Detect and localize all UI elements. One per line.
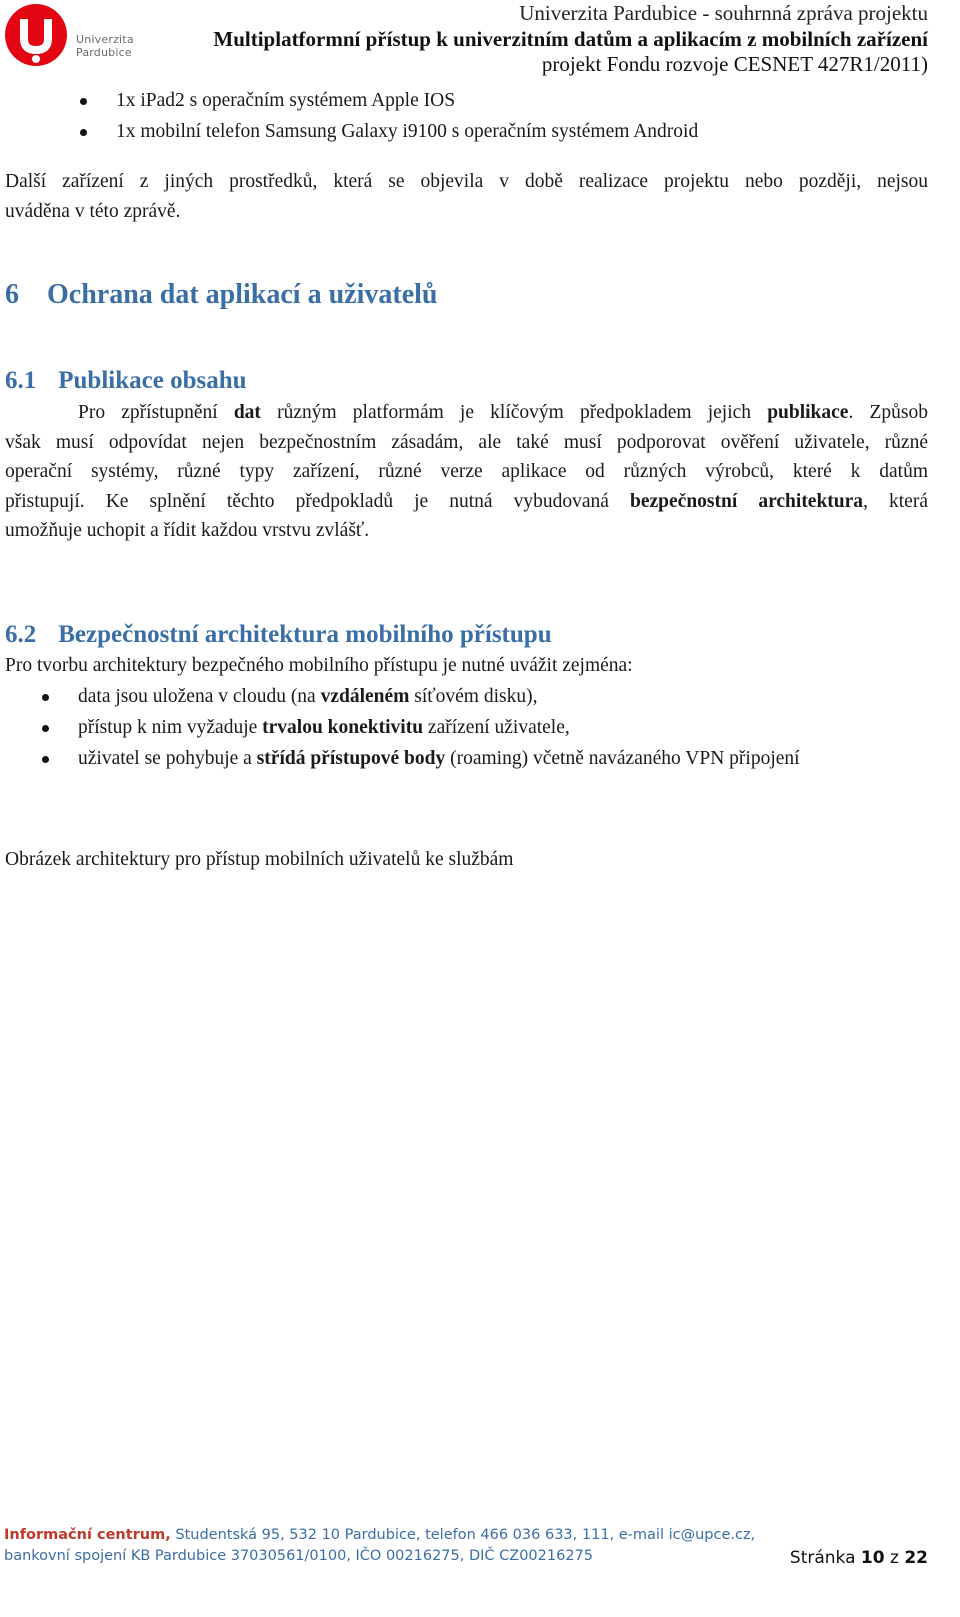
text-bold: publikace <box>767 402 849 423</box>
bullet-icon <box>42 694 49 701</box>
page-mid: z <box>884 1548 905 1568</box>
section-6-1-number: 6.1 <box>5 367 37 394</box>
text: Pro zpřístupnění <box>78 402 234 423</box>
footer-bank: bankovní spojení KB Pardubice 37030561/0100, IČO 00216275, DIČ CZ00216275 <box>4 1548 594 1564</box>
text: přístup k nim vyžaduje <box>78 717 263 738</box>
page-total: 22 <box>904 1548 928 1568</box>
text: přistupují. Ke splnění těchto předpokladů je nutná vybudovaná <box>5 491 631 512</box>
text: různým platformám je klíčovým předpokladem jejich <box>260 402 768 423</box>
bullet-icon <box>80 98 87 105</box>
text: (roaming) včetně navázaného VPN připojení <box>445 748 800 769</box>
footer-contact <box>4 1525 755 1567</box>
text: data jsou uložena v cloudu (na <box>78 686 321 707</box>
text-bold: dat <box>233 402 261 423</box>
architecture-intro: Pro tvorbu architektury bezpečného mobilního přístupu je nutné uvážit zejména: <box>5 655 633 676</box>
text-bold: trvalou konektivitu <box>262 717 424 738</box>
text: zařízení uživatele, <box>423 717 570 738</box>
architecture-item-1 <box>78 682 537 712</box>
bullet-icon <box>80 129 87 136</box>
text: uživatel se pohybuje a <box>78 748 257 769</box>
footer-org: Informační centrum, <box>4 1527 171 1543</box>
logo-line1: Univerzita <box>76 33 134 46</box>
text: síťovém disku), <box>409 686 538 707</box>
section-6-1-title: Publikace obsahu <box>58 367 247 394</box>
page-prefix: Stránka <box>789 1548 861 1568</box>
section-6-title: Ochrana dat aplikací a uživatelů <box>47 279 438 310</box>
publikace-line5: umožňuje uchopit a řídit každou vrstvu zvlášť. <box>5 520 370 541</box>
university-logo <box>4 3 134 67</box>
section-6-2-title: Bezpečnostní architektura mobilního přístupu <box>58 621 552 648</box>
architecture-item-2 <box>78 713 570 743</box>
bullet-icon <box>42 725 49 732</box>
device-item-1: 1x iPad2 s operačním systémem Apple IOS <box>116 90 456 111</box>
section-6-heading <box>5 278 437 312</box>
publikace-line2: však musí odpovídat nejen bezpečnostním zásadám, ale také musí podporovat ověření uživatele, různé <box>5 432 928 453</box>
logo-line2: Pardubice <box>76 46 132 59</box>
header-title-line2: Multiplatformní přístup k univerzitním datům a aplikacím z mobilních zařízení <box>213 27 928 51</box>
text: . Způsob <box>848 402 929 423</box>
text-bold: střídá přístupové body <box>256 748 446 769</box>
device-item-2: 1x mobilní telefon Samsung Galaxy i9100 s operačním systémem Android <box>116 121 699 142</box>
section-6-2-heading <box>5 620 552 650</box>
bullet-icon <box>42 756 49 763</box>
other-devices-line1: Další zařízení z jiných prostředků, která se objevila v době realizace projektu nebo později, nejsou <box>5 171 928 192</box>
page-current: 10 <box>860 1548 885 1568</box>
section-6-number: 6 <box>5 279 19 310</box>
header-title-line3: projekt Fondu rozvoje CESNET 427R1/2011) <box>541 52 928 76</box>
architecture-item-3 <box>78 744 800 774</box>
text: , která <box>863 491 928 512</box>
footer-address: Studentská 95, 532 10 Pardubice, telefon 466 036 633, 111, e-mail ic@upce.cz, <box>170 1527 756 1543</box>
page-number <box>790 1547 928 1569</box>
logo-text <box>76 33 134 59</box>
publikace-line4 <box>5 487 928 517</box>
university-logo-icon <box>4 3 68 67</box>
other-devices-line2: uváděna v této zprávě. <box>5 201 181 222</box>
header-title-line1: Univerzita Pardubice - souhrnná zpráva projektu <box>519 1 928 25</box>
publikace-line1 <box>78 398 928 428</box>
text-bold: bezpečnostní architektura <box>630 491 864 512</box>
footer-line1 <box>4 1525 755 1546</box>
figure-caption: Obrázek architektury pro přístup mobilních uživatelů ke službám <box>5 849 514 870</box>
section-6-2-number: 6.2 <box>5 621 37 648</box>
publikace-line3: operační systémy, různé typy zařízení, různé verze aplikace od různých výrobců, které k datům <box>5 461 928 482</box>
text-bold: vzdáleném <box>320 686 410 707</box>
section-6-1-heading <box>5 366 247 396</box>
